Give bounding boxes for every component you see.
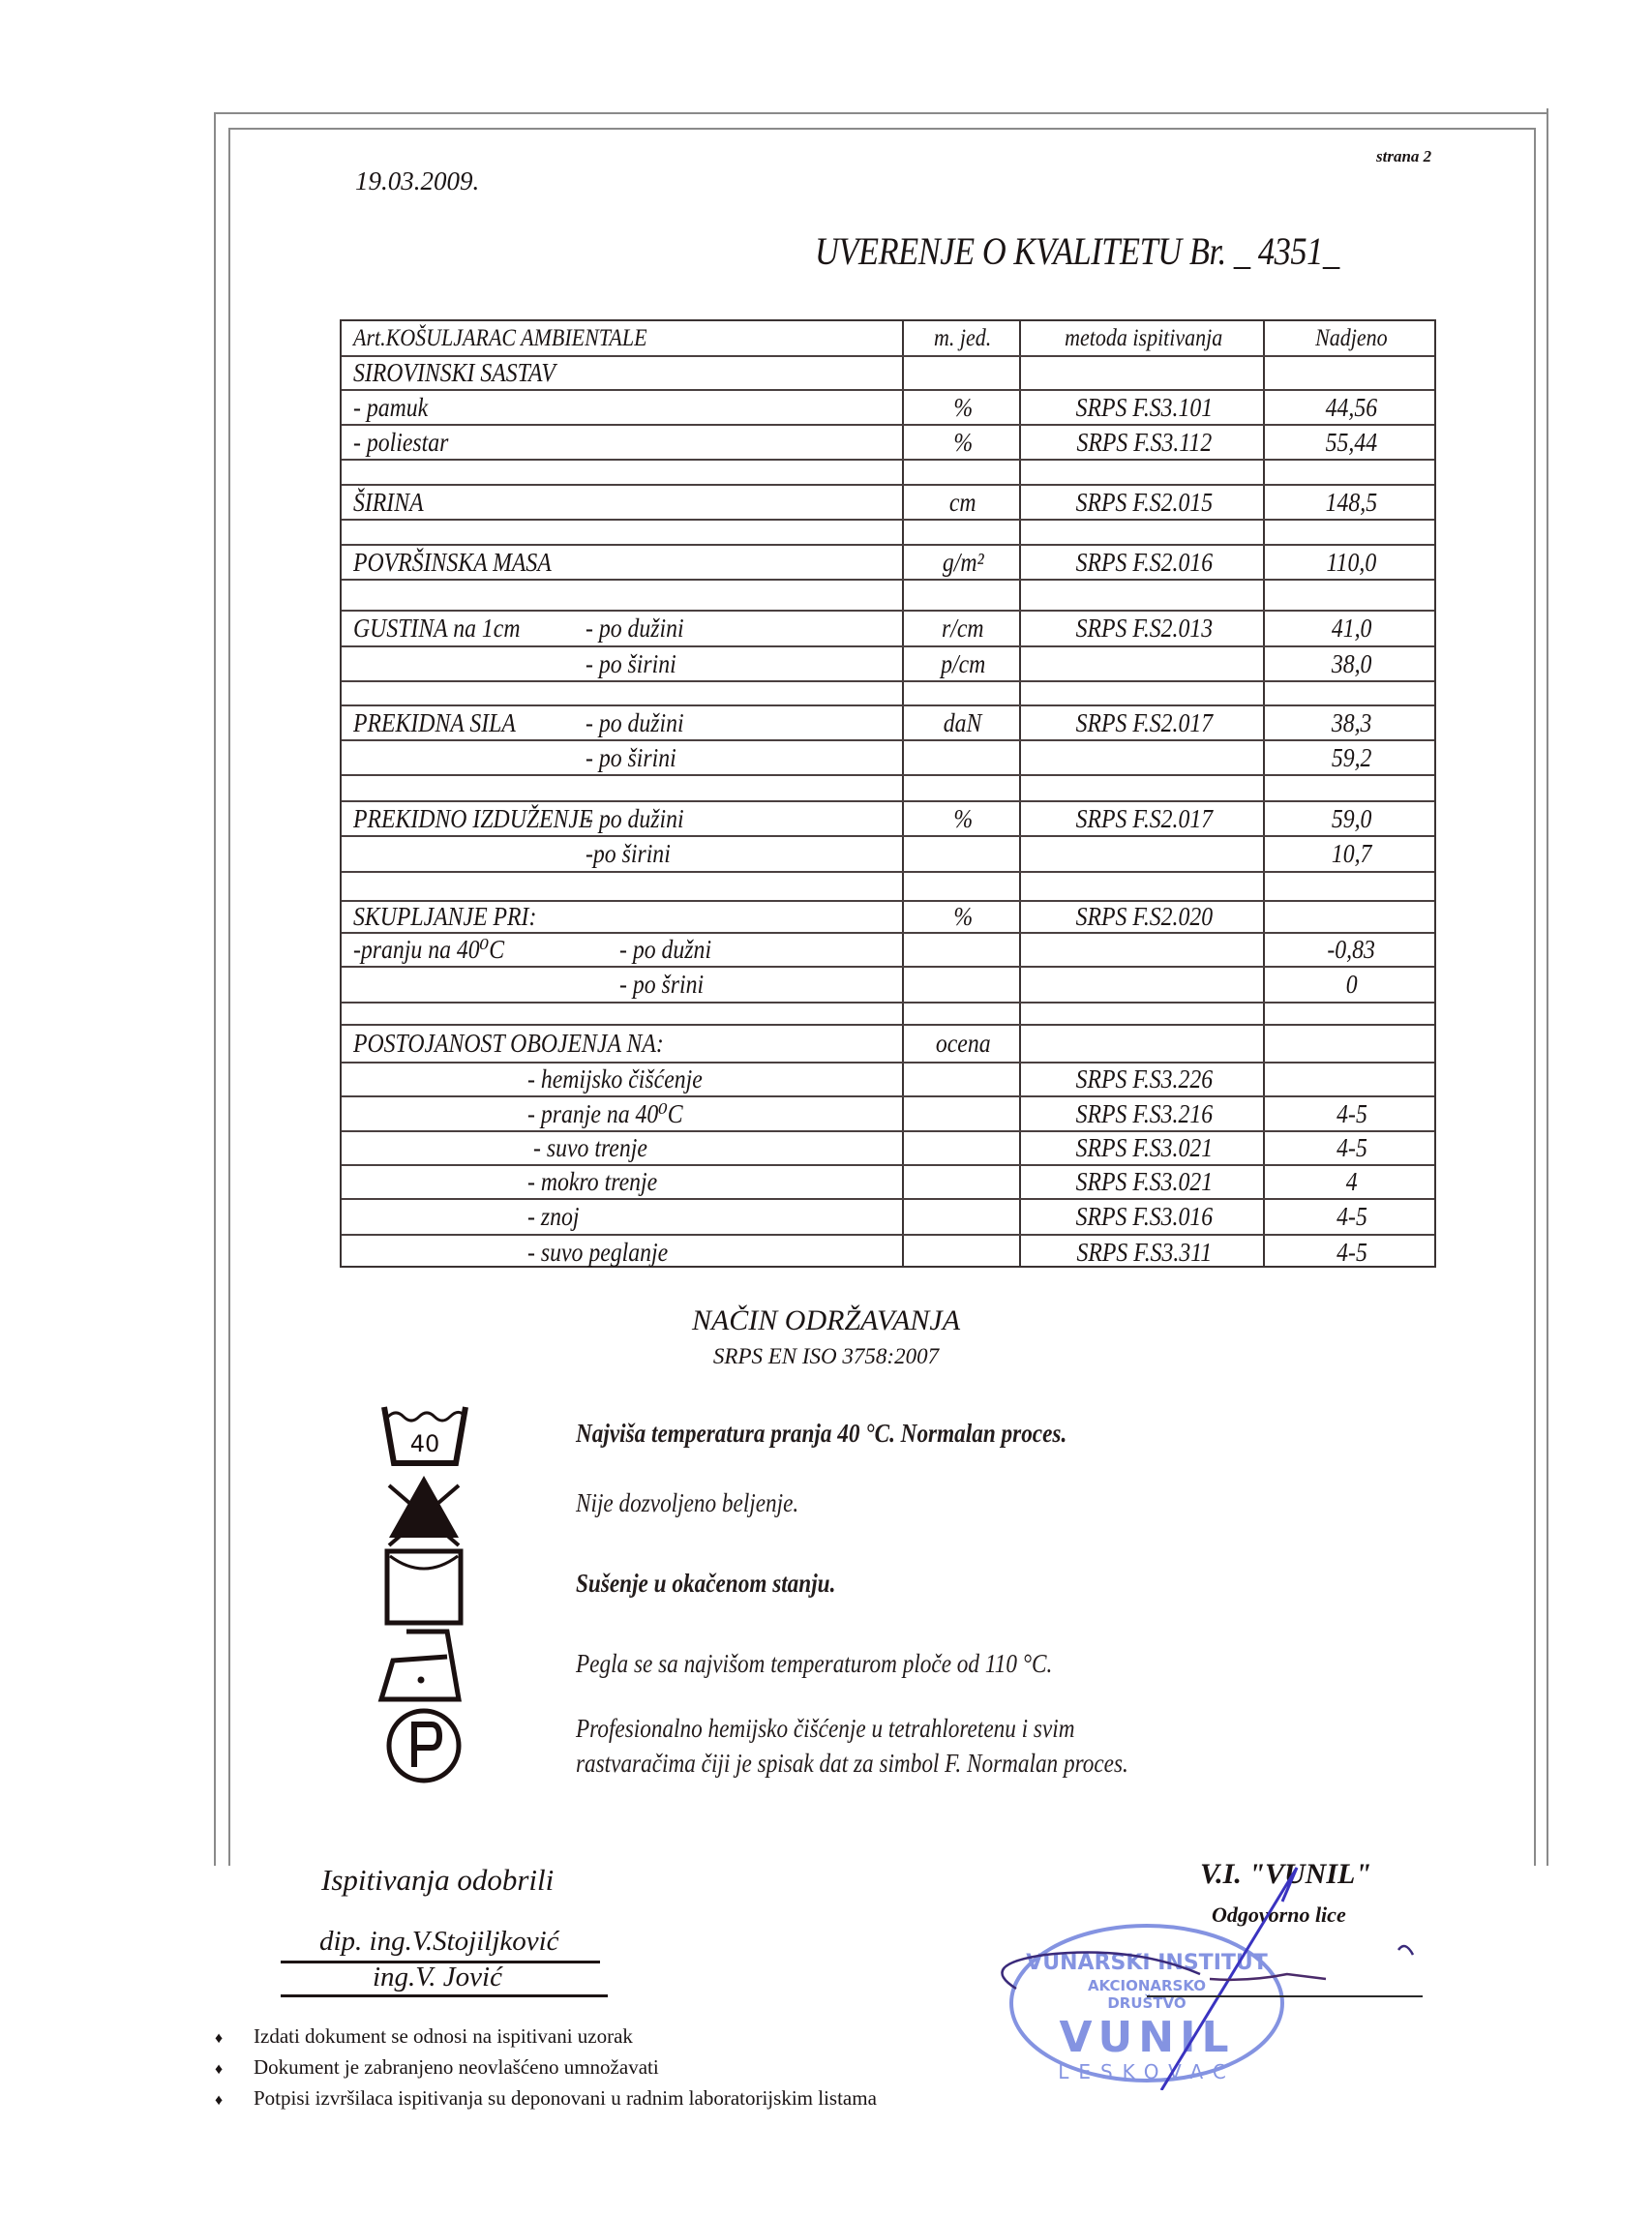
table-row	[342, 546, 1434, 581]
frame-outer-left	[214, 112, 216, 1866]
cell-unit	[906, 1132, 1020, 1164]
cell-found	[1267, 1026, 1436, 1062]
cell-method: SRPS F.S2.015	[1075, 487, 1213, 517]
table-row	[342, 1097, 1434, 1132]
cell-unit	[906, 837, 1020, 871]
table-row	[342, 426, 1434, 461]
cell-unit	[906, 776, 1020, 800]
table-row	[342, 873, 1434, 902]
cell-property: PREKIDNO IZDUŽENJE - po dužini	[353, 802, 905, 835]
cell-direction: - pranje na 40⁰C	[527, 1098, 683, 1128]
care-text-bleach: Nije dozvoljeno beljenje.	[576, 1488, 799, 1517]
cell-unit	[906, 1004, 1020, 1024]
cell-method	[1024, 357, 1264, 389]
cell-method: SRPS F.S2.013	[1075, 614, 1213, 643]
care-title: NAČIN ODRŽAVANJA	[691, 1304, 961, 1336]
cell-found: 44,56	[1325, 392, 1378, 422]
cell-direction: - suvo peglanje	[527, 1238, 669, 1267]
cell-found: 4-5	[1336, 1098, 1367, 1128]
frame-inner-left	[228, 128, 230, 1866]
bullet-diamond-icon: ♦	[215, 2061, 224, 2078]
cell-property	[353, 1166, 905, 1198]
cell-found	[1267, 873, 1436, 900]
cell-property: POVRŠINSKA MASA	[353, 547, 552, 577]
cell-direction: - po širini	[586, 742, 676, 772]
cell-found: 59,2	[1331, 742, 1372, 772]
cell-found: 59,0	[1331, 803, 1372, 833]
quality-table	[340, 319, 1436, 1268]
header-article: Art.KOŠULJARAC AMBIENTALE	[353, 324, 647, 351]
cell-unit: daN	[944, 707, 982, 737]
responsible-person-label: Odgovorno lice	[1212, 1902, 1346, 1927]
svg-text:40: 40	[409, 1430, 440, 1457]
cell-unit	[906, 873, 1020, 900]
note-text: Izdati dokument se odnosi na ispitivani uzorak	[254, 2024, 633, 2048]
cell-method: SRPS F.S3.021	[1075, 1167, 1213, 1196]
cell-direction: - po dužini	[586, 803, 684, 833]
table-row	[342, 391, 1434, 426]
cell-unit: %	[953, 392, 973, 422]
frame-outer-right	[1547, 108, 1548, 1866]
cell-unit	[906, 1166, 1020, 1198]
cell-property	[353, 837, 905, 871]
dry-clean-p-icon	[385, 1707, 463, 1784]
cell-property	[353, 1132, 905, 1164]
table-row	[342, 1132, 1434, 1166]
cell-found	[1267, 521, 1436, 544]
cell-found: 4-5	[1336, 1202, 1367, 1231]
signatory-2: ing.V. Jović	[373, 1962, 502, 1992]
cell-method: SRPS F.S2.017	[1075, 707, 1213, 737]
care-text-dryclean-2: rastvaračima čiji je spisak dat za simbol F. Normalan proces.	[576, 1749, 1128, 1778]
table-row	[342, 581, 1434, 612]
cell-found: 10,7	[1331, 839, 1372, 868]
cell-unit: cm	[949, 487, 976, 517]
cell-method	[1024, 968, 1264, 1002]
cell-direction: - po dužini	[586, 614, 684, 643]
svg-text:LESKOVAC: LESKOVAC	[1058, 2060, 1236, 2083]
cell-direction: - po širini	[586, 648, 676, 678]
care-text-wash: Najviša temperatura pranja 40 °C. Normalan proces.	[576, 1419, 1067, 1448]
hang-dry-icon	[384, 1548, 464, 1626]
cell-direction: - po šrini	[619, 970, 705, 999]
cell-method	[1024, 461, 1264, 484]
cell-method	[1024, 1004, 1264, 1024]
cell-property: GUSTINA na 1cm - po dužini	[353, 612, 905, 645]
document-date: 19.03.2009.	[355, 166, 480, 195]
cell-found	[1267, 682, 1436, 704]
bullet-diamond-icon: ♦	[215, 2092, 224, 2109]
cell-method: SRPS F.S3.311	[1076, 1238, 1212, 1267]
cell-unit	[906, 357, 1020, 389]
cell-method: SRPS F.S3.216	[1075, 1098, 1213, 1128]
note-text: Potpisi izvršilaca ispitivanja su deponovani u radnim laboratorijskim listama	[254, 2086, 877, 2110]
cell-property: ŠIRINA	[353, 487, 424, 517]
cell-method: SRPS F.S3.226	[1075, 1064, 1213, 1094]
cell-method	[1024, 934, 1264, 966]
table-row	[342, 1166, 1434, 1200]
cell-property	[353, 581, 905, 610]
cell-direction: - hemijsko čišćenje	[527, 1064, 703, 1094]
cell-method: SRPS F.S2.017	[1075, 803, 1213, 833]
cell-method	[1024, 776, 1264, 800]
table-header-row	[342, 321, 1434, 357]
cell-found: 4-5	[1336, 1238, 1367, 1267]
cell-unit	[906, 934, 1020, 966]
table-row	[342, 776, 1434, 802]
cell-property	[353, 1200, 905, 1234]
care-standard: SRPS EN ISO 3758:2007	[712, 1344, 940, 1368]
table-row	[342, 837, 1434, 873]
svg-text:AKCIONARSKO: AKCIONARSKO	[1087, 1977, 1207, 1994]
cell-unit	[906, 521, 1020, 544]
table-row	[342, 461, 1434, 486]
cell-method	[1024, 581, 1264, 610]
cell-method	[1024, 837, 1264, 871]
cell-property: POSTOJANOST OBOJENJA NA:	[353, 1029, 664, 1058]
cell-property	[353, 873, 905, 900]
table-row	[342, 1236, 1434, 1270]
header-unit: m. jed.	[934, 324, 992, 351]
cell-unit: g/m²	[942, 547, 984, 577]
cell-found	[1267, 1004, 1436, 1024]
table-row	[342, 934, 1434, 968]
header-found: Nadjeno	[1315, 324, 1388, 351]
cell-unit	[906, 1097, 1020, 1130]
cell-found: 0	[1345, 970, 1358, 999]
cell-method	[1024, 1026, 1264, 1062]
cell-found: 110,0	[1326, 547, 1377, 577]
cell-found: -0,83	[1327, 935, 1376, 964]
cell-unit: r/cm	[942, 614, 984, 643]
cell-property: - poliestar	[353, 427, 449, 457]
cell-method	[1024, 682, 1264, 704]
cell-property: SIROVINSKI SASTAV	[353, 358, 556, 387]
cell-found: 55,44	[1325, 427, 1378, 457]
cell-direction: - po dužini	[586, 707, 684, 737]
cell-found: 148,5	[1325, 487, 1378, 517]
cell-found: 38,3	[1331, 707, 1372, 737]
cell-property	[353, 682, 905, 704]
cell-unit	[906, 581, 1020, 610]
cell-unit	[906, 1064, 1020, 1095]
cell-property: -pranju na 40⁰C - po dužni	[353, 934, 905, 966]
table-row	[342, 968, 1434, 1004]
cell-unit: ocena	[935, 1029, 991, 1058]
table-row	[342, 902, 1434, 934]
official-stamp	[958, 1858, 1423, 2090]
table-row	[342, 706, 1434, 741]
frame-outer-top	[214, 112, 1548, 114]
cell-found	[1267, 461, 1436, 484]
cell-found	[1267, 357, 1436, 389]
cell-direction: -po širini	[586, 839, 671, 868]
cell-method: SRPS F.S3.016	[1075, 1202, 1213, 1231]
svg-text:DRUŠTVO: DRUŠTVO	[1107, 1994, 1186, 2012]
table-row	[342, 682, 1434, 706]
cell-found: 4	[1345, 1167, 1358, 1196]
frame-inner-top	[228, 128, 1536, 130]
cell-direction: - po dužni	[619, 935, 712, 964]
cell-property	[353, 1097, 905, 1130]
signature-line-2	[281, 1994, 608, 1997]
note-3	[215, 2086, 877, 2111]
cell-unit: %	[953, 427, 973, 457]
table-row	[342, 741, 1434, 776]
cell-method	[1024, 521, 1264, 544]
svg-text:VUNARSKI INSTITUT: VUNARSKI INSTITUT	[1026, 1951, 1268, 1975]
institute-name: V.I. "VUNIL"	[1200, 1858, 1371, 1890]
cell-property: - pamuk	[353, 392, 429, 422]
table-row	[342, 802, 1434, 837]
table-row	[342, 1004, 1434, 1026]
cell-method	[1024, 741, 1264, 774]
cell-found	[1267, 776, 1436, 800]
cell-unit	[906, 1200, 1020, 1234]
cell-unit: %	[953, 803, 973, 833]
cell-direction: - suvo trenje	[533, 1133, 647, 1162]
bullet-diamond-icon: ♦	[215, 2030, 224, 2047]
cell-property	[353, 647, 905, 680]
svg-text:VUNIL: VUNIL	[1059, 2013, 1235, 2062]
cell-property	[353, 776, 905, 800]
note-text: Dokument je zabranjeno neovlašćeno umnožavati	[254, 2055, 659, 2079]
table-row	[342, 1064, 1434, 1097]
table-row	[342, 1200, 1434, 1236]
cell-found	[1267, 581, 1436, 610]
cell-property	[353, 1004, 905, 1024]
frame-inner-right	[1534, 128, 1536, 1866]
cell-found: 41,0	[1331, 614, 1372, 643]
cell-property	[353, 741, 905, 774]
cell-property	[353, 521, 905, 544]
cell-unit: %	[953, 902, 973, 931]
cell-direction: - znoj	[527, 1202, 580, 1231]
cell-unit	[906, 1236, 1020, 1270]
page-number: strana 2	[1376, 147, 1432, 165]
care-text-dry: Sušenje u okačenom stanju.	[576, 1569, 836, 1598]
note-2	[215, 2055, 659, 2080]
cell-property	[353, 968, 905, 1002]
cell-found: 38,0	[1331, 648, 1372, 678]
cell-method	[1024, 647, 1264, 680]
cell-method: SRPS F.S2.020	[1075, 902, 1213, 931]
table-row	[342, 521, 1434, 546]
cell-found: 4-5	[1336, 1133, 1367, 1162]
table-row	[342, 486, 1434, 521]
care-text-iron: Pegla se sa najvišom temperaturom ploče od 110 °C.	[576, 1649, 1053, 1678]
care-text-dryclean-1: Profesionalno hemijsko čišćenje u tetrahloretenu i svim	[576, 1714, 1075, 1743]
cell-method	[1024, 873, 1264, 900]
cell-property: SKUPLJANJE PRI:	[353, 902, 537, 931]
cell-unit: p/cm	[940, 648, 986, 678]
iron-110-icon	[377, 1628, 463, 1703]
no-bleach-icon	[385, 1474, 463, 1547]
table-row	[342, 1026, 1434, 1064]
cell-method: SRPS F.S3.101	[1075, 392, 1213, 422]
cell-property: PREKIDNA SILA - po dužini	[353, 706, 905, 739]
cell-found	[1267, 902, 1436, 932]
cell-found	[1267, 1064, 1436, 1095]
cell-unit	[906, 741, 1020, 774]
table-row	[342, 612, 1434, 647]
cell-property	[353, 1064, 905, 1095]
cell-method: SRPS F.S3.021	[1075, 1133, 1213, 1162]
cell-method: SRPS F.S2.016	[1075, 547, 1213, 577]
cell-property	[353, 461, 905, 484]
cell-direction: - mokro trenje	[527, 1167, 658, 1196]
wash-40-icon	[380, 1403, 469, 1467]
header-method: metoda ispitivanja	[1065, 324, 1223, 351]
table-row	[342, 357, 1434, 391]
document-title: UVERENJE O KVALITETU Br. _ 4351_	[815, 229, 1339, 273]
approved-label: Ispitivanja odobrili	[321, 1863, 555, 1897]
table-row	[342, 647, 1434, 682]
cell-unit	[906, 461, 1020, 484]
cell-unit	[906, 682, 1020, 704]
cell-property	[353, 1236, 905, 1270]
cell-unit	[906, 968, 1020, 1002]
cell-method: SRPS F.S3.112	[1076, 427, 1212, 457]
signatory-1: dip. ing.V.Stojiljković	[319, 1926, 559, 1957]
note-1	[215, 2024, 633, 2049]
